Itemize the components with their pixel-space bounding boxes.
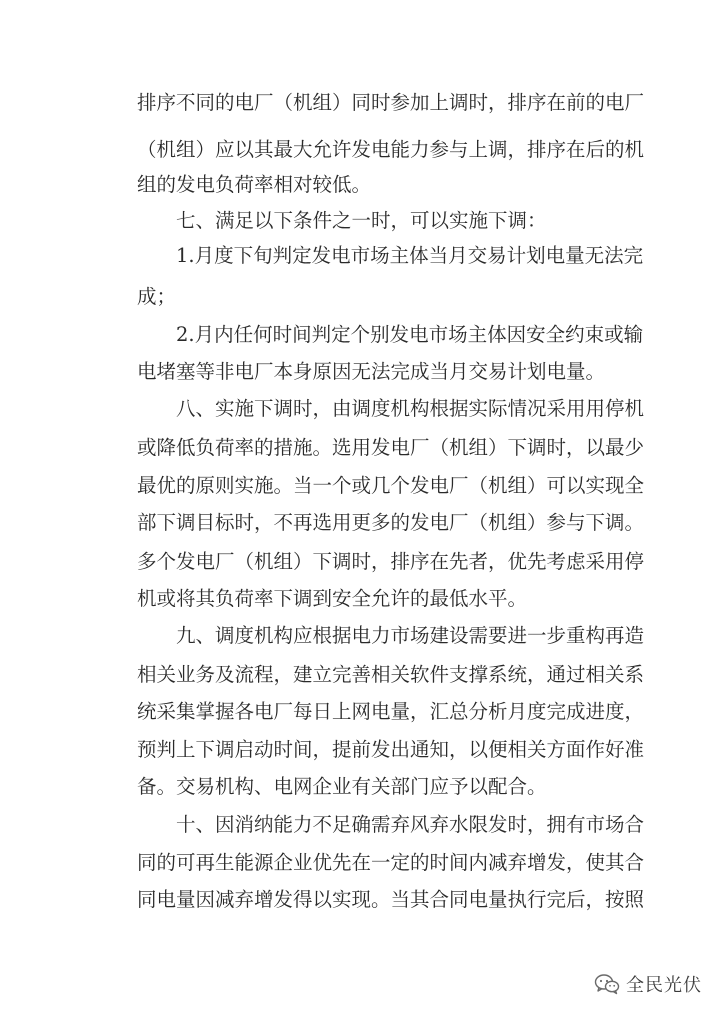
text-line: 电堵塞等非电厂本身原因无法完成当月交易计划电量。 bbox=[137, 360, 606, 383]
text-line: 相关业务及流程，建立完善相关软件支撑系统，通过相关系 bbox=[137, 663, 645, 686]
text-line: 同电量因减弃增发得以实现。当其合同电量执行完后，按照 bbox=[137, 888, 645, 911]
text-line: （机组）应以其最大允许发电能力参与上调，排序在后的机 bbox=[137, 138, 645, 161]
text-line: 或降低负荷率的措施。选用发电厂（机组）下调时，以最少 bbox=[137, 436, 645, 459]
text-line: 七、满足以下条件之一时，可以实施下调： bbox=[176, 209, 547, 232]
text-line: 成； bbox=[137, 285, 177, 308]
text-line: 多个发电厂（机组）下调时，排序在先者，优先考虑采用停 bbox=[137, 550, 645, 573]
text-line: 组的发电负荷率相对较低。 bbox=[137, 173, 372, 196]
text-line: 部下调目标时，不再选用更多的发电厂（机组）参与下调。 bbox=[137, 511, 645, 534]
text-line: 统采集掌握各电厂每日上网电量，汇总分析月度完成进度， bbox=[137, 700, 645, 723]
text-line: 预判上下调启动时间，提前发出通知，以便相关方面作好准 bbox=[137, 738, 645, 761]
text-line: 十、因消纳能力不足确需弃风弃水限发时，拥有市场合 bbox=[176, 813, 645, 836]
text-line: 九、调度机构应根据电力市场建设需要进一步重构再造 bbox=[176, 624, 645, 647]
text-line: 2.月内任何时间判定个别发电市场主体因安全约束或输 bbox=[176, 323, 644, 346]
watermark-text: 全民光伏 bbox=[626, 975, 702, 996]
text-line: 最优的原则实施。当一个或几个发电厂（机组）可以实现全 bbox=[137, 474, 645, 497]
text-line: 同的可再生能源企业优先在一定的时间内减弃增发，使其合 bbox=[137, 851, 645, 874]
text-line: 排序不同的电厂（机组）同时参加上调时，排序在前的电厂 bbox=[137, 91, 645, 114]
wechat-icon bbox=[594, 973, 620, 995]
text-line: 1.月度下旬判定发电市场主体当月交易计划电量无法完 bbox=[176, 244, 644, 267]
text-line: 机或将其负荷率下调到安全允许的最低水平。 bbox=[137, 587, 528, 610]
text-line: 八、实施下调时，由调度机构根据实际情况采用用停机 bbox=[176, 397, 645, 420]
watermark bbox=[594, 969, 702, 999]
text-line: 备。交易机构、电网企业有关部门应予以配合。 bbox=[137, 775, 547, 798]
